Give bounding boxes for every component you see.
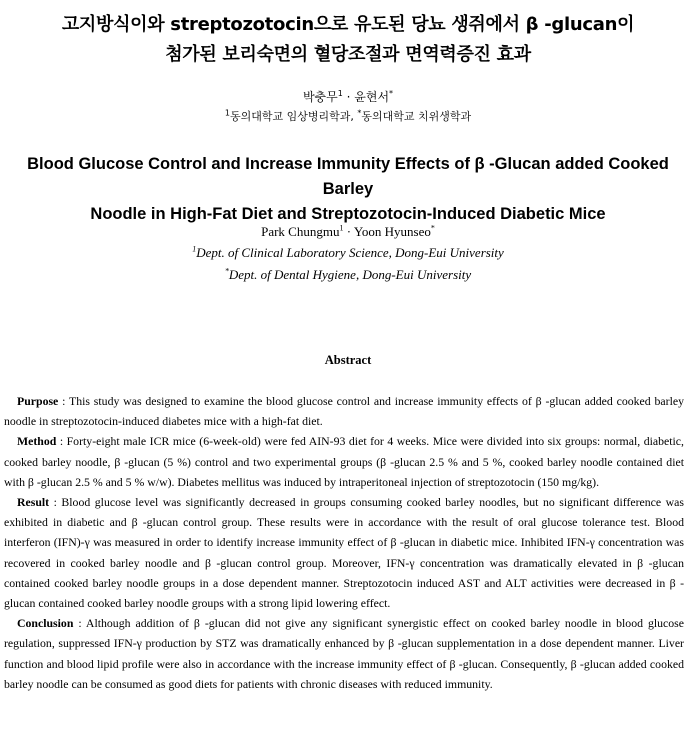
korean-authors xyxy=(0,88,696,106)
english-authors xyxy=(0,223,696,241)
result-label: Result xyxy=(17,495,50,510)
method-text: : Forty-eight male ICR mice (6-week-old) were fed AIN-93 diet for 4 weeks. Mice were divided into six groups: normal, diabetic, cooked barley noodle, β -glucan (5 %) control and two experimental groups (β -glucan 2.5 % and 5 %, cooked barley noodle contained diet with β -glucan 2.5 % and 5 % w/w). Diabetes mellitus was induced by intraperitoneal injection of streptozotocin (150 mg/kg). xyxy=(4,434,684,489)
result-text: : Blood glucose level was significantly decreased in groups consuming cooked barley noodles, but no significant difference was exhibited in diabetic and β -glucan control group. These results were in accordance with the result of oral glucose tolerance test. Blood interferon (IFN)-γ was measured in order to identify increase immunity effect of β -glucan in diabetic mice. Inhibited IFN-γ concentration was recovered in cooked barley noodle and β -glucan control group. Moreover, IFN-γ concentration was dramatically elevated in β -glucan contained cooked barley noodle groups in a dose dependent manner. Streptozotocin induced AST and ALT activities were decreased in β -glucan contained cooked barley noodle groups with a strong lipid lowering effect. xyxy=(4,495,684,611)
english-author-1-sup: 1 xyxy=(339,223,344,233)
korean-title-line-2: 첨가된 보리숙면의 혈당조절과 면역력증진 효과 xyxy=(165,44,531,65)
abstract-purpose xyxy=(4,391,684,431)
english-title xyxy=(0,152,696,227)
korean-affil-1: 동의대학교 임상병리학과, xyxy=(229,110,358,123)
english-affiliation-1 xyxy=(0,244,696,262)
korean-title-line-1: 고지방식이와 streptozotocin으로 유도된 당뇨 생쥐에서 β -glucan이 xyxy=(61,14,635,35)
abstract-conclusion xyxy=(4,613,684,694)
korean-author-separator: · xyxy=(342,90,355,104)
korean-affil-2-sup: * xyxy=(357,108,362,118)
english-affil-1: Dept. of Clinical Laboratory Science, Dong-Eui University xyxy=(196,245,504,260)
korean-affil-1-sup: 1 xyxy=(224,108,230,118)
english-title-line-2: Noodle in High-Fat Diet and Streptozotocin-Induced Diabetic Mice xyxy=(90,205,606,223)
korean-affil-2: 동의대학교 치위생학과 xyxy=(361,110,472,123)
method-label: Method xyxy=(17,434,57,449)
conclusion-label: Conclusion xyxy=(17,616,74,631)
english-affil-2-sup: * xyxy=(224,266,229,276)
english-author-separator: · xyxy=(343,224,354,239)
english-title-line-1: Blood Glucose Control and Increase Immunity Effects of β -Glucan added Cooked Barley xyxy=(27,155,669,198)
abstract-result xyxy=(4,492,684,613)
english-author-1: Park Chungmu xyxy=(261,224,340,239)
korean-author-2: 윤현서 xyxy=(354,90,390,104)
korean-title xyxy=(0,10,696,70)
conclusion-text: : Although addition of β -glucan did not give any significant synergistic effect on cooked barley noodle in blood glucose regulation, suppressed IFN-γ production by STZ was dramatically enhanced by β -glucan supplementation in a dose dependent manner. Liver function and blood lipid profile were also in accordance with the increase immunity effect of β -glucan. Consequently, β -glucan added cooked barley noodle can be consumed as good diets for patients with chronic diseases with reduced immunity. xyxy=(4,616,684,691)
korean-author-1-sup: 1 xyxy=(337,89,343,98)
korean-author-2-sup: * xyxy=(389,89,394,98)
korean-author-1: 박충무 xyxy=(302,90,338,104)
abstract-body xyxy=(4,391,684,694)
english-author-2: Yoon Hyunseo xyxy=(353,224,431,239)
english-author-2-sup: * xyxy=(430,223,435,233)
purpose-text: : This study was designed to examine the blood glucose control and increase immunity effects of β -glucan added cooked barley noodle in streptozotocin-induced diabetes mice with a high-fat diet. xyxy=(4,394,684,429)
abstract-method xyxy=(4,431,684,492)
korean-affiliations xyxy=(0,108,696,126)
abstract-heading: Abstract xyxy=(324,353,372,367)
english-affil-1-sup: 1 xyxy=(192,244,197,254)
english-affil-2: Dept. of Dental Hygiene, Dong-Eui University xyxy=(228,267,472,282)
purpose-label: Purpose xyxy=(17,394,59,408)
english-affiliation-2 xyxy=(0,266,696,284)
